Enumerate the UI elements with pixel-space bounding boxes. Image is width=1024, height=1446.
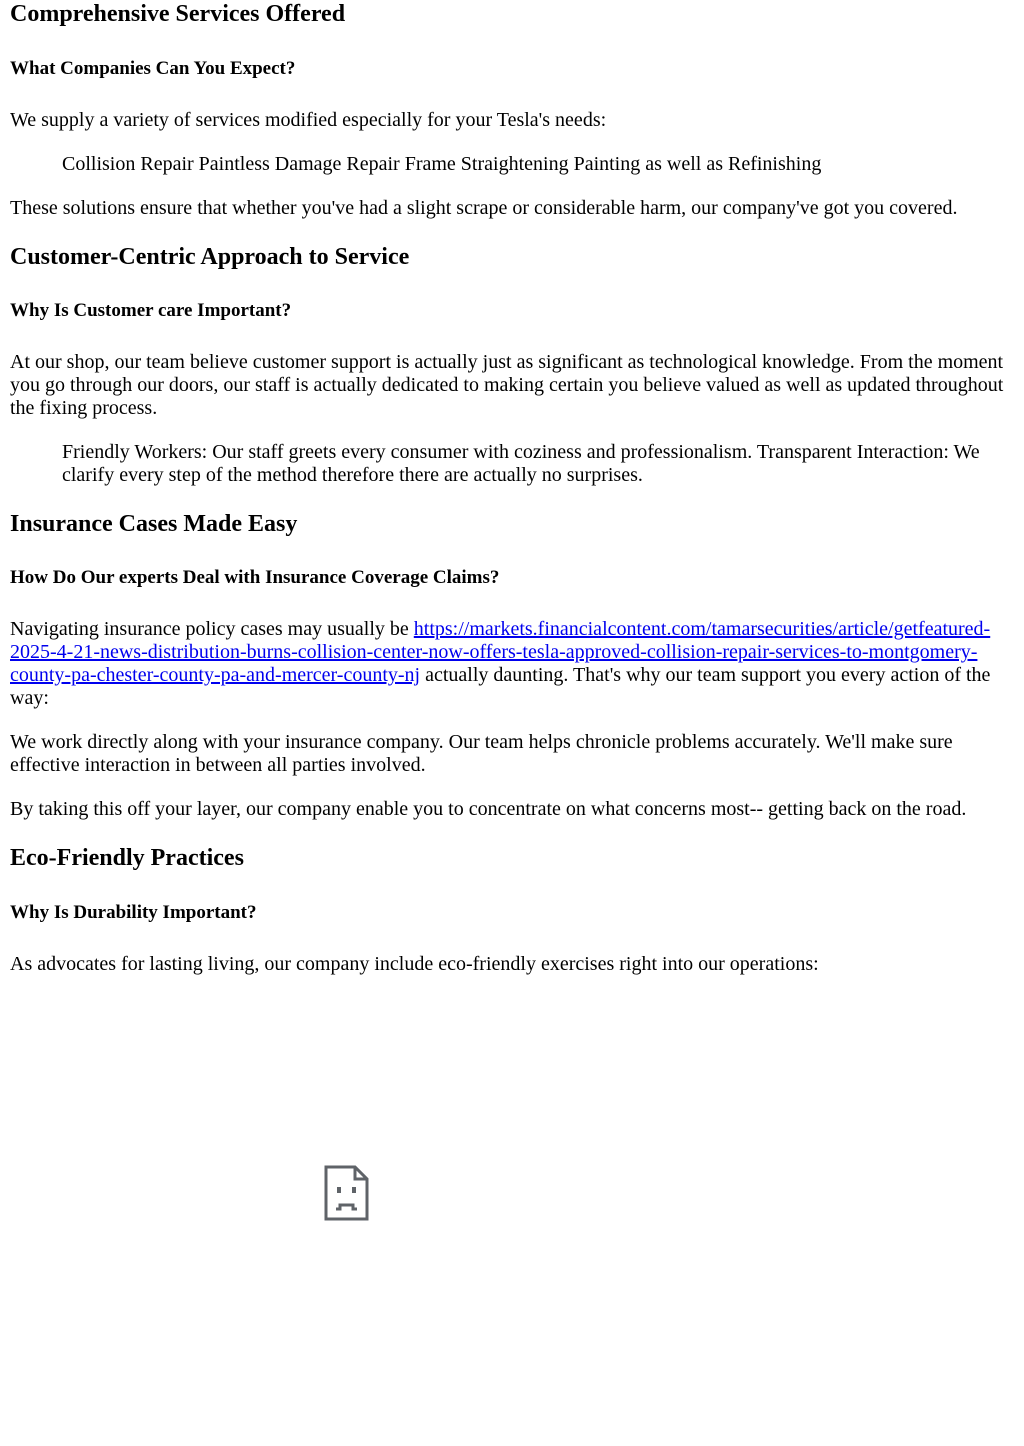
section-heading: Customer-Centric Approach to Service (10, 244, 410, 270)
paragraph: At our shop, our team believe customer support is actually just as significant as technological knowledge. From the moment you go through our doors, our staff is actually dedicated to making certain you believe valued as well as updated throughout the fixing process. (10, 351, 1004, 419)
paragraph: These solutions ensure that whether you've had a slight scrape or considerable harm, our company've got you covered. (10, 197, 958, 219)
paragraph-text: Navigating insurance policy cases may usually be (10, 618, 414, 640)
section-heading: Insurance Cases Made Easy (10, 511, 298, 537)
section-heading: Comprehensive Services Offered (10, 1, 346, 27)
section-heading: Eco-Friendly Practices (10, 845, 244, 871)
section-subheading: Why Is Customer care Important? (10, 300, 292, 321)
paragraph-with-link (10, 618, 1014, 710)
paragraph-text: actually daunting. That's why our team support you every action of the way: (10, 664, 991, 709)
section-subheading: Why Is Durability Important? (10, 902, 257, 923)
section-subheading: How Do Our experts Deal with Insurance Coverage Claims? (10, 567, 500, 588)
article-link[interactable]: https://markets.financialcontent.com/tamarsecurities/article/getfeatured-2025-4-21-news-distribution-burns-collision-center-now-offers-tesla-approved-collision-repair-services-to-montgomery-county-pa-chester-county-pa-and-mercer-county-nj (10, 618, 991, 686)
paragraph: As advocates for lasting living, our company include eco-friendly exercises right into our operations: (10, 953, 819, 975)
paragraph: By taking this off your layer, our company enable you to concentrate on what concerns most-- getting back on the road. (10, 798, 967, 820)
broken-image-icon (324, 1165, 369, 1221)
services-list: Collision Repair Paintless Damage Repair Frame Straightening Painting as well as Refinishing (62, 153, 822, 175)
service-features-list: Friendly Workers: Our staff greets every consumer with coziness and professionalism. Transparent Interaction: We clarify every step of the method therefore there are actually no surprises. (62, 441, 980, 486)
paragraph: We work directly along with your insurance company. Our team helps chronicle problems accurately. We'll make sure effective interaction in between all parties involved. (10, 731, 953, 776)
section-subheading: What Companies Can You Expect? (10, 58, 296, 79)
paragraph: We supply a variety of services modified especially for your Tesla's needs: (10, 109, 607, 131)
